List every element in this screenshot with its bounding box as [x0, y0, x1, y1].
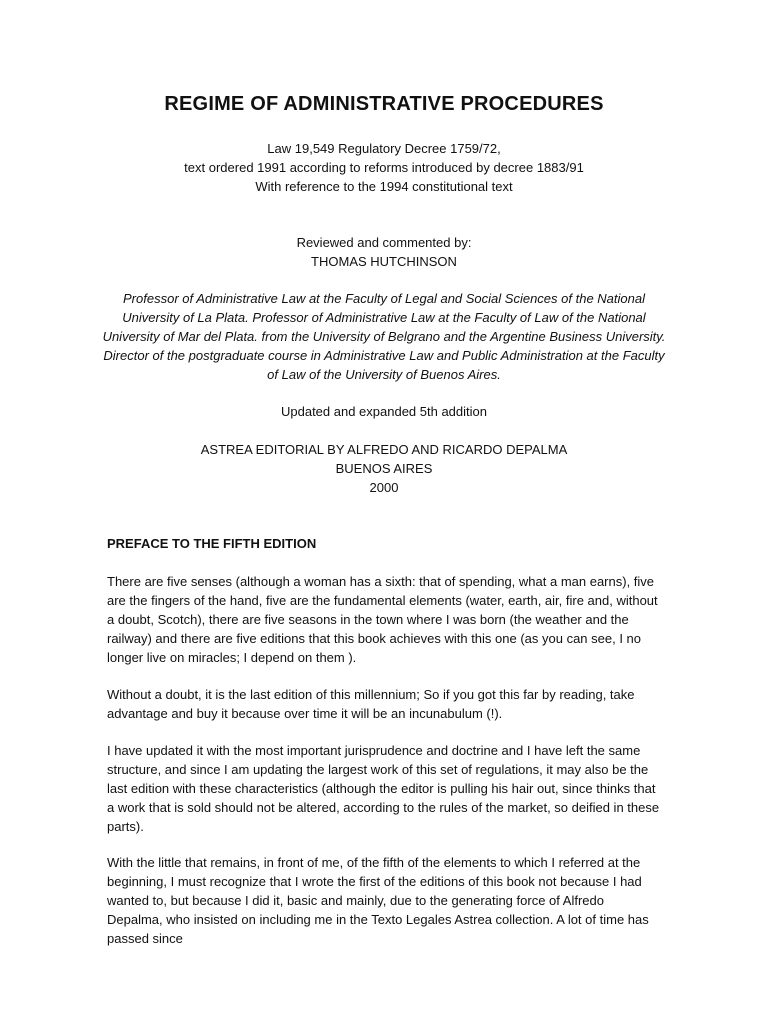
preface-paragraph: There are five senses (although a woman has a sixth: that of spending, what a man earns), five are the fingers of the hand, five are the fundamental elements (water, earth, air, fire and, without a doubt, Scotch), there are five seasons in the town where I was born (the weather and the railway) and there are five editions that this book achieves with this one (as you can see, I no longer live on miracles; I depend on them ). — [107, 574, 658, 665]
preface-paragraph: With the little that remains, in front of me, of the fifth of the elements to which I referred at the beginning, I must recognize that I wrote the first of the editions of this book not because I had wanted to, but because I did it, basic and mainly, due to the generating force of Alfredo Depalma, who insisted on including me in the Texto Legales Astrea collection. A lot of time has passed since — [107, 855, 649, 946]
subtitle-block — [0, 139, 768, 196]
bio-line: of Law of the University of Buenos Aires. — [267, 367, 501, 382]
bio-line: Professor of Administrative Law at the Faculty of Legal and Social Sciences of the National — [123, 291, 645, 306]
publication-year: 2000 — [369, 480, 399, 495]
reviewer-name: THOMAS HUTCHINSON — [311, 254, 457, 269]
preface-heading: PREFACE TO THE FIFTH EDITION — [107, 536, 317, 551]
bio-line: Director of the postgraduate course in Administrative Law and Public Administration at the Faculty — [103, 348, 665, 363]
preface-paragraph: Without a doubt, it is the last edition of this millennium; So if you got this far by reading, take advantage and buy it because over time it will be an incunabulum (!). — [107, 687, 635, 721]
reviewer-block — [0, 233, 768, 271]
author-bio — [100, 289, 668, 384]
subtitle-line: text ordered 1991 according to reforms introduced by decree 1883/91 — [184, 160, 584, 175]
bio-line: University of Mar del Plata. from the University of Belgrano and the Argentine Business University. — [102, 329, 666, 344]
reviewer-label: Reviewed and commented by: — [296, 235, 472, 250]
edition-note: Updated and expanded 5th addition — [280, 404, 487, 419]
publisher-block — [0, 440, 768, 497]
preface-paragraph: I have updated it with the most important jurisprudence and doctrine and I have left the same structure, and since I am updating the largest work of this set of regulations, it may also be the last edition with these characteristics (although the editor is pulling his hair out, since thinks that a work that is sold should not be altered, according to the rules of the market, so deified in these parts). — [107, 743, 660, 834]
document-title: REGIME OF ADMINISTRATIVE PROCEDURES — [164, 93, 604, 115]
bio-line: University of La Plata. Professor of Administrative Law at the Faculty of Law of the National — [122, 310, 646, 325]
publisher-city: BUENOS AIRES — [335, 461, 433, 476]
subtitle-line: With reference to the 1994 constitutional text — [255, 179, 513, 194]
subtitle-line: Law 19,549 Regulatory Decree 1759/72, — [267, 141, 501, 156]
publisher-name: ASTREA EDITORIAL BY ALFREDO AND RICARDO DEPALMA — [200, 442, 568, 457]
